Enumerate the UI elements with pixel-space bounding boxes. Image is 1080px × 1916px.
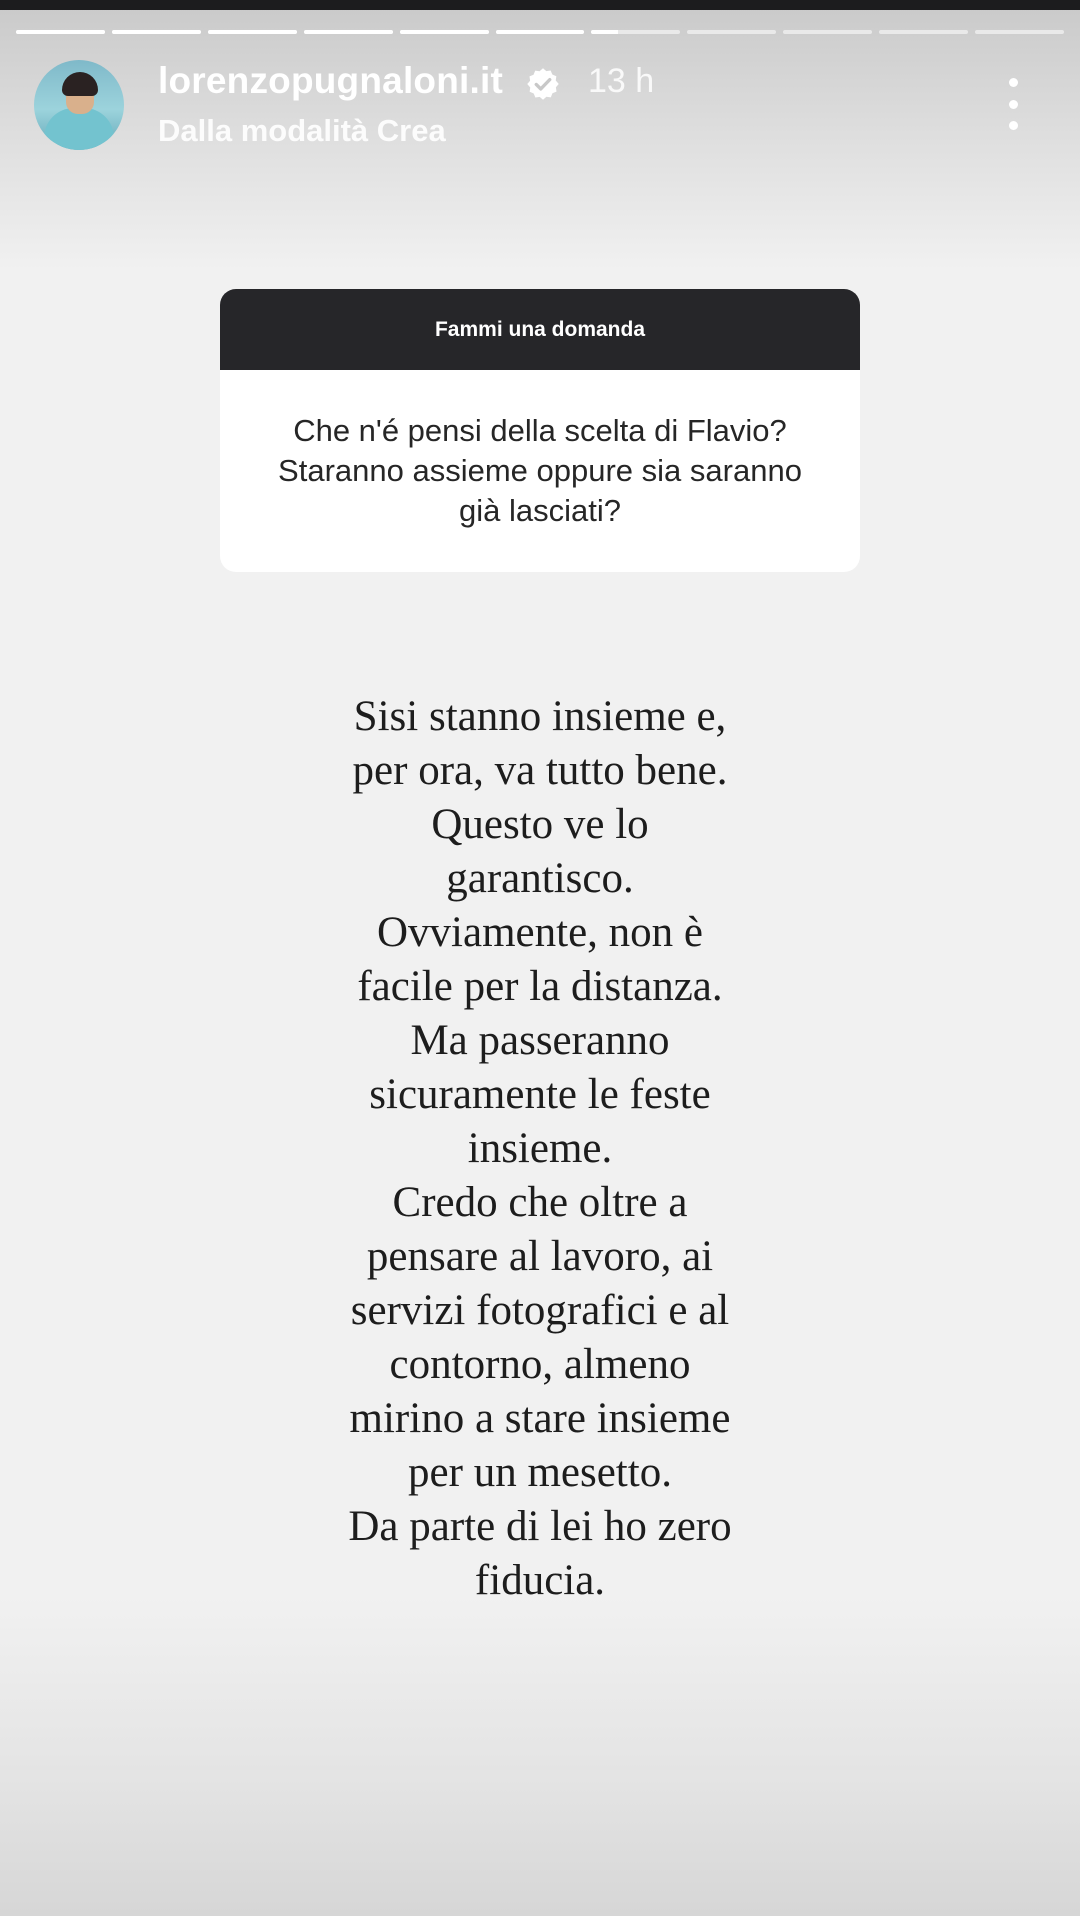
story-progress-bar [16,30,1064,35]
progress-segment [879,30,968,34]
answer-line: mirino a stare insieme [349,1395,731,1442]
answer-line: servizi fotografici e al [350,1287,730,1334]
answer-line: Ma passeranno [410,1017,670,1064]
answer-line: facile per la distanza. [357,963,723,1010]
question-line: Che n'é pensi della scelta di Flavio? [293,413,787,448]
username[interactable]: lorenzopugnaloni.it [158,60,503,101]
answer-text [250,690,830,1608]
answer-line: garantisco. [446,855,634,902]
answer-line: per ora, va tutto bene. [352,747,728,794]
more-vertical-icon[interactable] [995,78,1031,130]
answer-line: insieme. [467,1125,613,1172]
question-sticker [220,289,860,572]
answer-line: Credo che oltre a [392,1179,688,1226]
answer-line: Ovviamente, non è [377,909,703,956]
progress-segment [112,30,201,34]
answer-line: Da parte di lei ho zero [348,1503,732,1550]
question-line: Staranno assieme oppure sia saranno [278,453,802,488]
progress-segment [591,30,680,34]
progress-segment [208,30,297,34]
verified-badge-icon [525,66,561,102]
question-sticker-title: Fammi una domanda [220,289,860,370]
progress-segment [400,30,489,34]
progress-segment [496,30,585,34]
bottom-gradient [0,1596,1080,1916]
answer-line: per un mesetto. [408,1449,672,1496]
progress-segment [304,30,393,34]
post-time: 13 h [588,62,655,100]
status-strip [0,0,1080,10]
answer-line: fiducia. [474,1557,606,1604]
story-subtitle: Dalla modalità Crea [158,113,446,148]
question-text [220,370,860,572]
progress-segment [16,30,105,34]
question-line: già lasciati? [459,493,621,528]
answer-line: Sisi stanno insieme e, [353,693,727,740]
answer-line: Questo ve lo [431,801,649,848]
avatar[interactable] [34,60,124,150]
answer-line: sicuramente le feste [369,1071,711,1118]
answer-line: pensare al lavoro, ai [366,1233,714,1280]
progress-segment [783,30,872,34]
progress-segment [687,30,776,34]
answer-line: contorno, almeno [389,1341,691,1388]
progress-segment [975,30,1064,34]
